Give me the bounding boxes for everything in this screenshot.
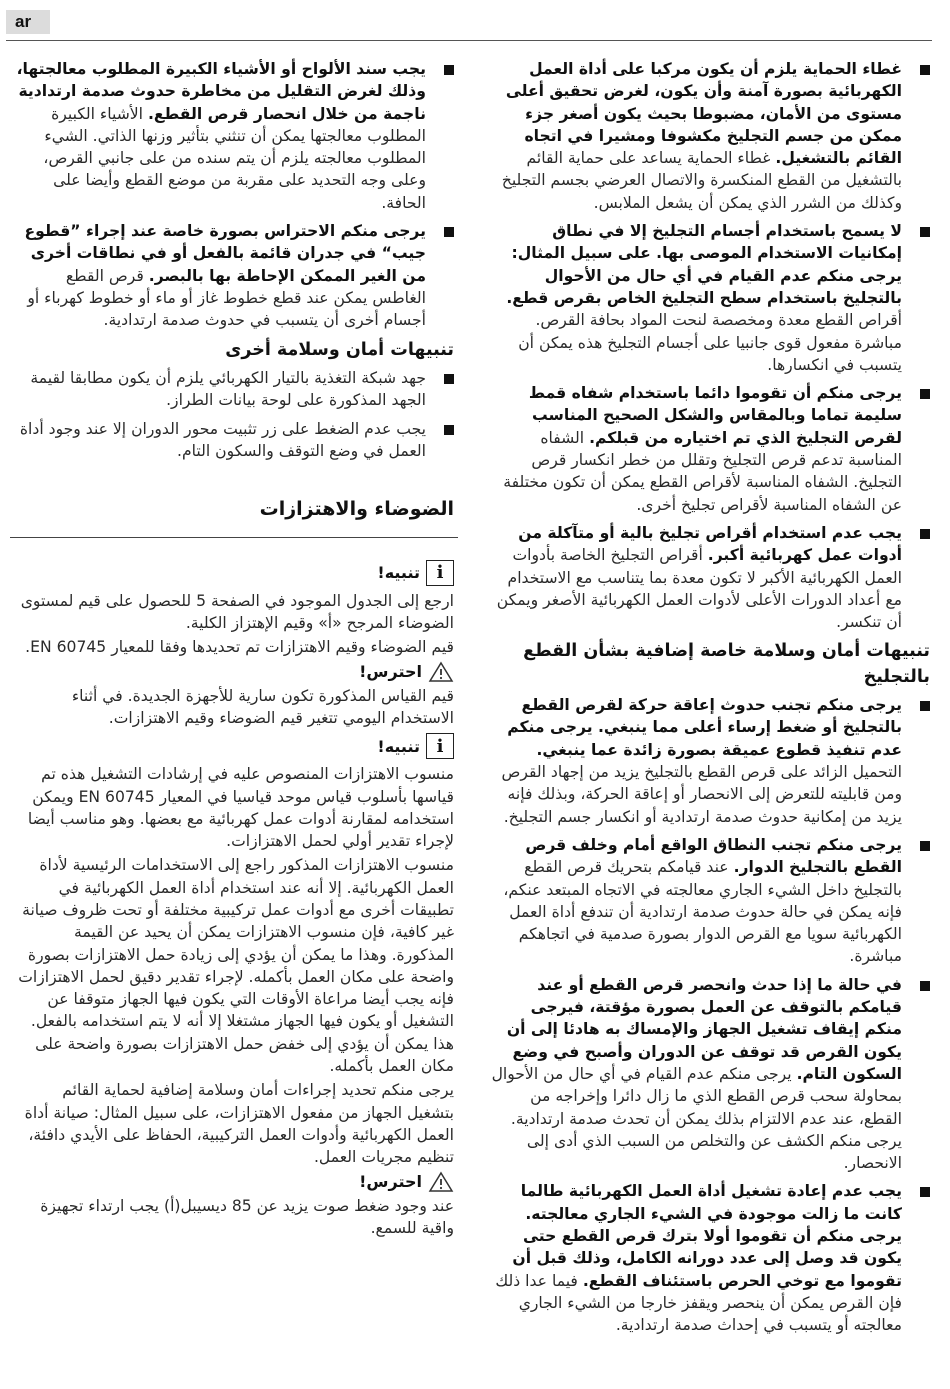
safety-item <box>14 418 454 463</box>
bullet-icon <box>920 389 930 399</box>
item-text: الأشياء الكبيرة المطلوب معالجتها يمكن أن تنثني بتأثير وزنها الذاتي. الشيء المطلوب معالجته يلزم أن يتم سنده من على جانبي القرص، وعلى وجه التحديد على مقربة من موضع القطع وأيضا على الحافة. <box>43 104 426 212</box>
note-heading <box>14 733 454 759</box>
warning-triangle-icon <box>428 661 454 683</box>
note-text: قيم الضوضاء وقيم الاهتزازات تم تحديدها وفقا للمعيار EN 60745. <box>25 638 454 657</box>
right-column <box>488 58 930 1342</box>
item-bold: يرجى منكم تجنب النطاق الواقع أمام وخلف قرص القطع بالتجليخ الدوار. <box>525 835 902 877</box>
note-heading <box>14 560 454 586</box>
item-text: أقراص القطع معدة ومخصصة لنحت المواد بحافة القرص. مباشرة مفعول قوى جانبيا على أجسام التجليخ هذه يمكن أن يتسبب في انكسارها. <box>518 311 902 374</box>
item-text: يجب عدم الضغط على زر تثبيت محور الدوران إلا عند وجود أداة العمل في وضع التوقف والسكون التام. <box>19 419 426 460</box>
warning-heading <box>14 661 454 683</box>
warning-text: قيم القياس المذكورة تكون سارية للأجهزة الجديدة. في أثناء الاستخدام اليومي تتغير قيم الضوضاء وقيم الاهتزازات. <box>71 686 454 727</box>
bullet-icon <box>444 425 454 435</box>
item-text: قرص القطع الغاطس يمكن عند قطع خطوط غاز أو ماء أو خطوط كهرباء أو أجسام أخرى أن يتسبب في حدوث صدمة ارتدادية. <box>27 266 426 330</box>
section-title-noise: الضوضاء والاهتزازات <box>259 498 454 521</box>
safety-item <box>488 694 930 828</box>
note-text: ارجع إلى الجدول الموجود في الصفحة 5 للحصول على قيم لمستوى الضوضاء المرجح «أ» وقيم الإهتزاز الكلية. <box>20 591 454 633</box>
bullet-icon <box>444 227 454 237</box>
warning-title: احترس! <box>359 1172 422 1192</box>
info-icon: i <box>426 560 454 586</box>
header-rule <box>6 40 932 41</box>
subheading-cutting: تنبيهات أمان وسلامة خاصة إضافية بشأن القطع بالتجليخ <box>523 641 930 687</box>
section-rule <box>10 537 458 538</box>
safety-item <box>488 522 930 633</box>
bullet-icon <box>920 65 930 75</box>
note-paragraph: منسوب الاهتزازات المنصوص عليه في إرشادات التشغيل هذه تم قياسها بأسلوب قياس موحد قياسيا في المعيار EN 60745 ويمكن استخدامه لمقارنة أدوات عمل كهربائية مع بعضها. وهو مناسب أيضا لإجراء تقدير أولي لحمل الاهتزازات. <box>27 765 454 851</box>
safety-item <box>14 58 454 214</box>
safety-item <box>488 974 930 1175</box>
bullet-icon <box>920 841 930 851</box>
item-bold: في حالة ما إذا حدث وانحصر قرص القطع أو عند قيامكم بالتوقف عن العمل بصورة مؤقتة، فيرجى منكم إيقاف تشغيل الجهاز والإمساك به هادئا إلى أن يكون القرص قد توقف عن الدوران وأصبح في وضع السكون التام. <box>506 975 902 1083</box>
item-text: التحميل الزائد على قرص القطع بالتجليخ يزيد من إجهاد القرص ومن قابليته للتعرض إلى الانحصار أو إعاقة الحركة، وبذلك فإنه يزيد من إمكانية حدوث صدمة ارتدادية أو انكسار جسم التجليخ. <box>501 763 902 826</box>
item-bold: يجب عدم إعادة تشغيل أداة العمل الكهربائية طالما كانت ما زالت موجودة في الشيء الجاري معالجته. يرجى منكم أن تقوموا أولا بترك قرص القطع حتى يكون قد وصل إلى عدد دورانه الكامل، وذلك قبل أن تقوموا مع توخي الحرص باستئناف القطع. <box>512 1182 902 1290</box>
language-code-badge: ar <box>6 10 50 34</box>
note-paragraph: منسوب الاهتزازات المذكور راجع إلى الاستخدامات الرئيسية لأداة العمل الكهربائية. إلا أنه عند استخدام أداة العمل الكهربائية في تطبيقات أخرى مع أدوات عمل تركيبية مختلفة أو تحت ظروف صيانة غير كافية، فإن منسوب الاهتزازات يمكن أن يحيد عن القيمة المذكورة. وهذا ما يمكن أن يؤدي إلى زيادة حمل الاهتزازات بصورة واضحة على مكان العمل بأكمله. لإجراء تقدير دقيق لحمل الاهتزازات فإنه يجب أيضا مراعاة الأوقات التي يكون فيها الجهاز متوقفا عن التشغيل أو يكون فيها الجهاز مشتغلا إلا أنه لا يتم استخدامه بالفعل. هذا يمكن أن يؤدي إلى خفض حمل الاهتزازات بصورة واضحة على مكان العمل بأكمله. <box>18 856 454 1076</box>
item-bold: غطاء الحماية يلزم أن يكون مركبا على أداة العمل الكهربائية بصورة آمنة وأن يكون، لغرض تحقيق أعلى مستوى من الأمان، مضبوطا بحيث يكون أصغر جزء ممكن من جسم التجليخ مكشوفا ومشيرا في اتجاه القائم بالتشغيل. <box>505 60 902 168</box>
safety-item <box>488 220 930 376</box>
item-text: يرجى منكم عدم القيام في أي حال من الأحوال بمحاولة سحب قرص القطع الذي ما زال دائرا وإخراجه من القطع، عند عدم الالتزام بذلك يمكن أن تحدث صدمة ارتدادية. يرجى منكم الكشف عن والتخلص من السبب الذي أدى إلى الانحصار. <box>491 1064 902 1173</box>
safety-item <box>488 58 930 214</box>
warning-triangle-icon <box>428 1171 454 1193</box>
item-text: جهد شبكة التغذية بالتيار الكهربائي يلزم أن يكون مطابقا لقيمة الجهد المذكورة على لوحة بيانات الطراز. <box>30 368 426 410</box>
safety-item <box>488 834 930 968</box>
warning-heading <box>14 1171 454 1193</box>
bullet-icon <box>920 1187 930 1197</box>
note-title: تنبيه! <box>377 563 420 583</box>
item-bold: لا يسمح باستخدام أجسام التجليخ إلا في نطاق إمكانيات الاستخدام الموصى بها. على سبيل المثال: يرجى منكم عدم القيام في أي حال من الأحوال بالتجليخ باستخدام سطح التجليخ الخاص بقرص قطع. <box>506 222 902 307</box>
bullet-icon <box>920 529 930 539</box>
item-text: الشفاه المناسبة تدعم قرص التجليخ وتقلل من خطر انكسار قرص التجليخ. الشفاه المناسبة لأقراص القطع يمكن أن تكون مختلفة عن الشفاه المناسبة لأقراص تجليخ أخرى. <box>503 428 902 514</box>
note-paragraph: يرجى منكم تحديد إجراءات أمان وسلامة إضافية لحماية القائم بتشغيل الجهاز من مفعول الاهتزازات، على سبيل المثال: صيانة أداة العمل الكهربائية وأدوات العمل التركيبية، الحفاظ على الأيدي دافئة، تنظيم مجريات العمل. <box>24 1081 454 1167</box>
safety-item <box>488 382 930 516</box>
item-bold: يجب سند الألواح أو الأشياء الكبيرة المطلوب معالجتها، وذلك لغرض التقليل من مخاطرة حدوث صدمة ارتدادية ناجمة من خلال انحصار قرص القطع. <box>16 60 426 123</box>
bullet-icon <box>920 227 930 237</box>
item-bold: يرجى منكم تجنب حدوث إعاقة حركة لقرص القطع بالتجليخ أو ضغط إرساء أعلى مما ينبغي. يرجى منكم عدم تنفيذ قطوع عميقة بصورة زائدة عما ينبغي. <box>507 696 902 759</box>
bullet-icon <box>920 981 930 991</box>
note-title: تنبيه! <box>377 736 420 756</box>
item-text: عند قيامكم بتحريك قرص القطع بالتجليخ داخل الشيء الجاري معالجته في الاتجاه المبتعد عنكم، فإنه يمكن في حالة حدوث صدمة ارتدادية أن تندفع أداة العمل الكهربائية سويا مع القرص الدوار بصورة صدمية في اتجاهكم مباشرة. <box>503 858 902 966</box>
item-bold: يجب عدم استخدام أقراص تجليخ بالية أو متآكلة من أدوات عمل كهربائية أكبر. <box>518 523 902 565</box>
bullet-icon <box>444 65 454 75</box>
subheading-other-safety: تنبيهات أمان وسلامة أخرى <box>225 339 454 360</box>
item-text: أقراص التجليخ الخاصة بأدوات العمل الكهربائية الأكبر لا تكون معدة بما يتناسب مع الاستخدام مع أعداد الدورات الأعلى لأدوات العمل الكهربائية الأصغر ويمكن أن تنكسر. <box>496 546 902 632</box>
safety-item <box>14 220 454 331</box>
safety-item <box>14 367 454 412</box>
safety-item <box>488 1180 930 1336</box>
item-text: غطاء الحماية يساعد على حماية القائم بالتشغيل من القطع المنكسرة والاتصال العرضي بجسم التجليخ وكذلك من الشرر الذي يمكن أن يشعل الملابس. <box>501 149 902 212</box>
item-bold: يرجى منكم أن تقوموا دائما باستخدام شفاه قمط سليمة تماما وبالمقاس والشكل الصحيح المناسب لقرص التجليخ الذي تم اختياره من قبلكم. <box>528 384 902 447</box>
warning-title: احترس! <box>359 662 422 682</box>
info-icon: i <box>426 733 454 759</box>
warning-text: عند وجود ضغط صوت يزيد عن 85 ديسيبل(أ) يجب ارتداء تجهيزة واقية للسمع. <box>40 1196 454 1237</box>
bullet-icon <box>444 374 454 384</box>
page-header <box>0 0 950 44</box>
item-text: فيما عدا ذلك فإن القرص يمكن أن ينحصر ويقفز خارجا من الشيء الجاري معالجته أو يتسبب في إحداث صدمة ارتدادية. <box>495 1271 902 1335</box>
bullet-icon <box>920 701 930 711</box>
item-bold: يرجى منكم الاحتراس بصورة خاصة عند إجراء ”قطوع جيب“ في جدران قائمة بالفعل أو في نطاقات أخرى من الغير الممكن الإحاطة بها بالبصر. <box>24 222 426 285</box>
left-column <box>14 58 454 1241</box>
